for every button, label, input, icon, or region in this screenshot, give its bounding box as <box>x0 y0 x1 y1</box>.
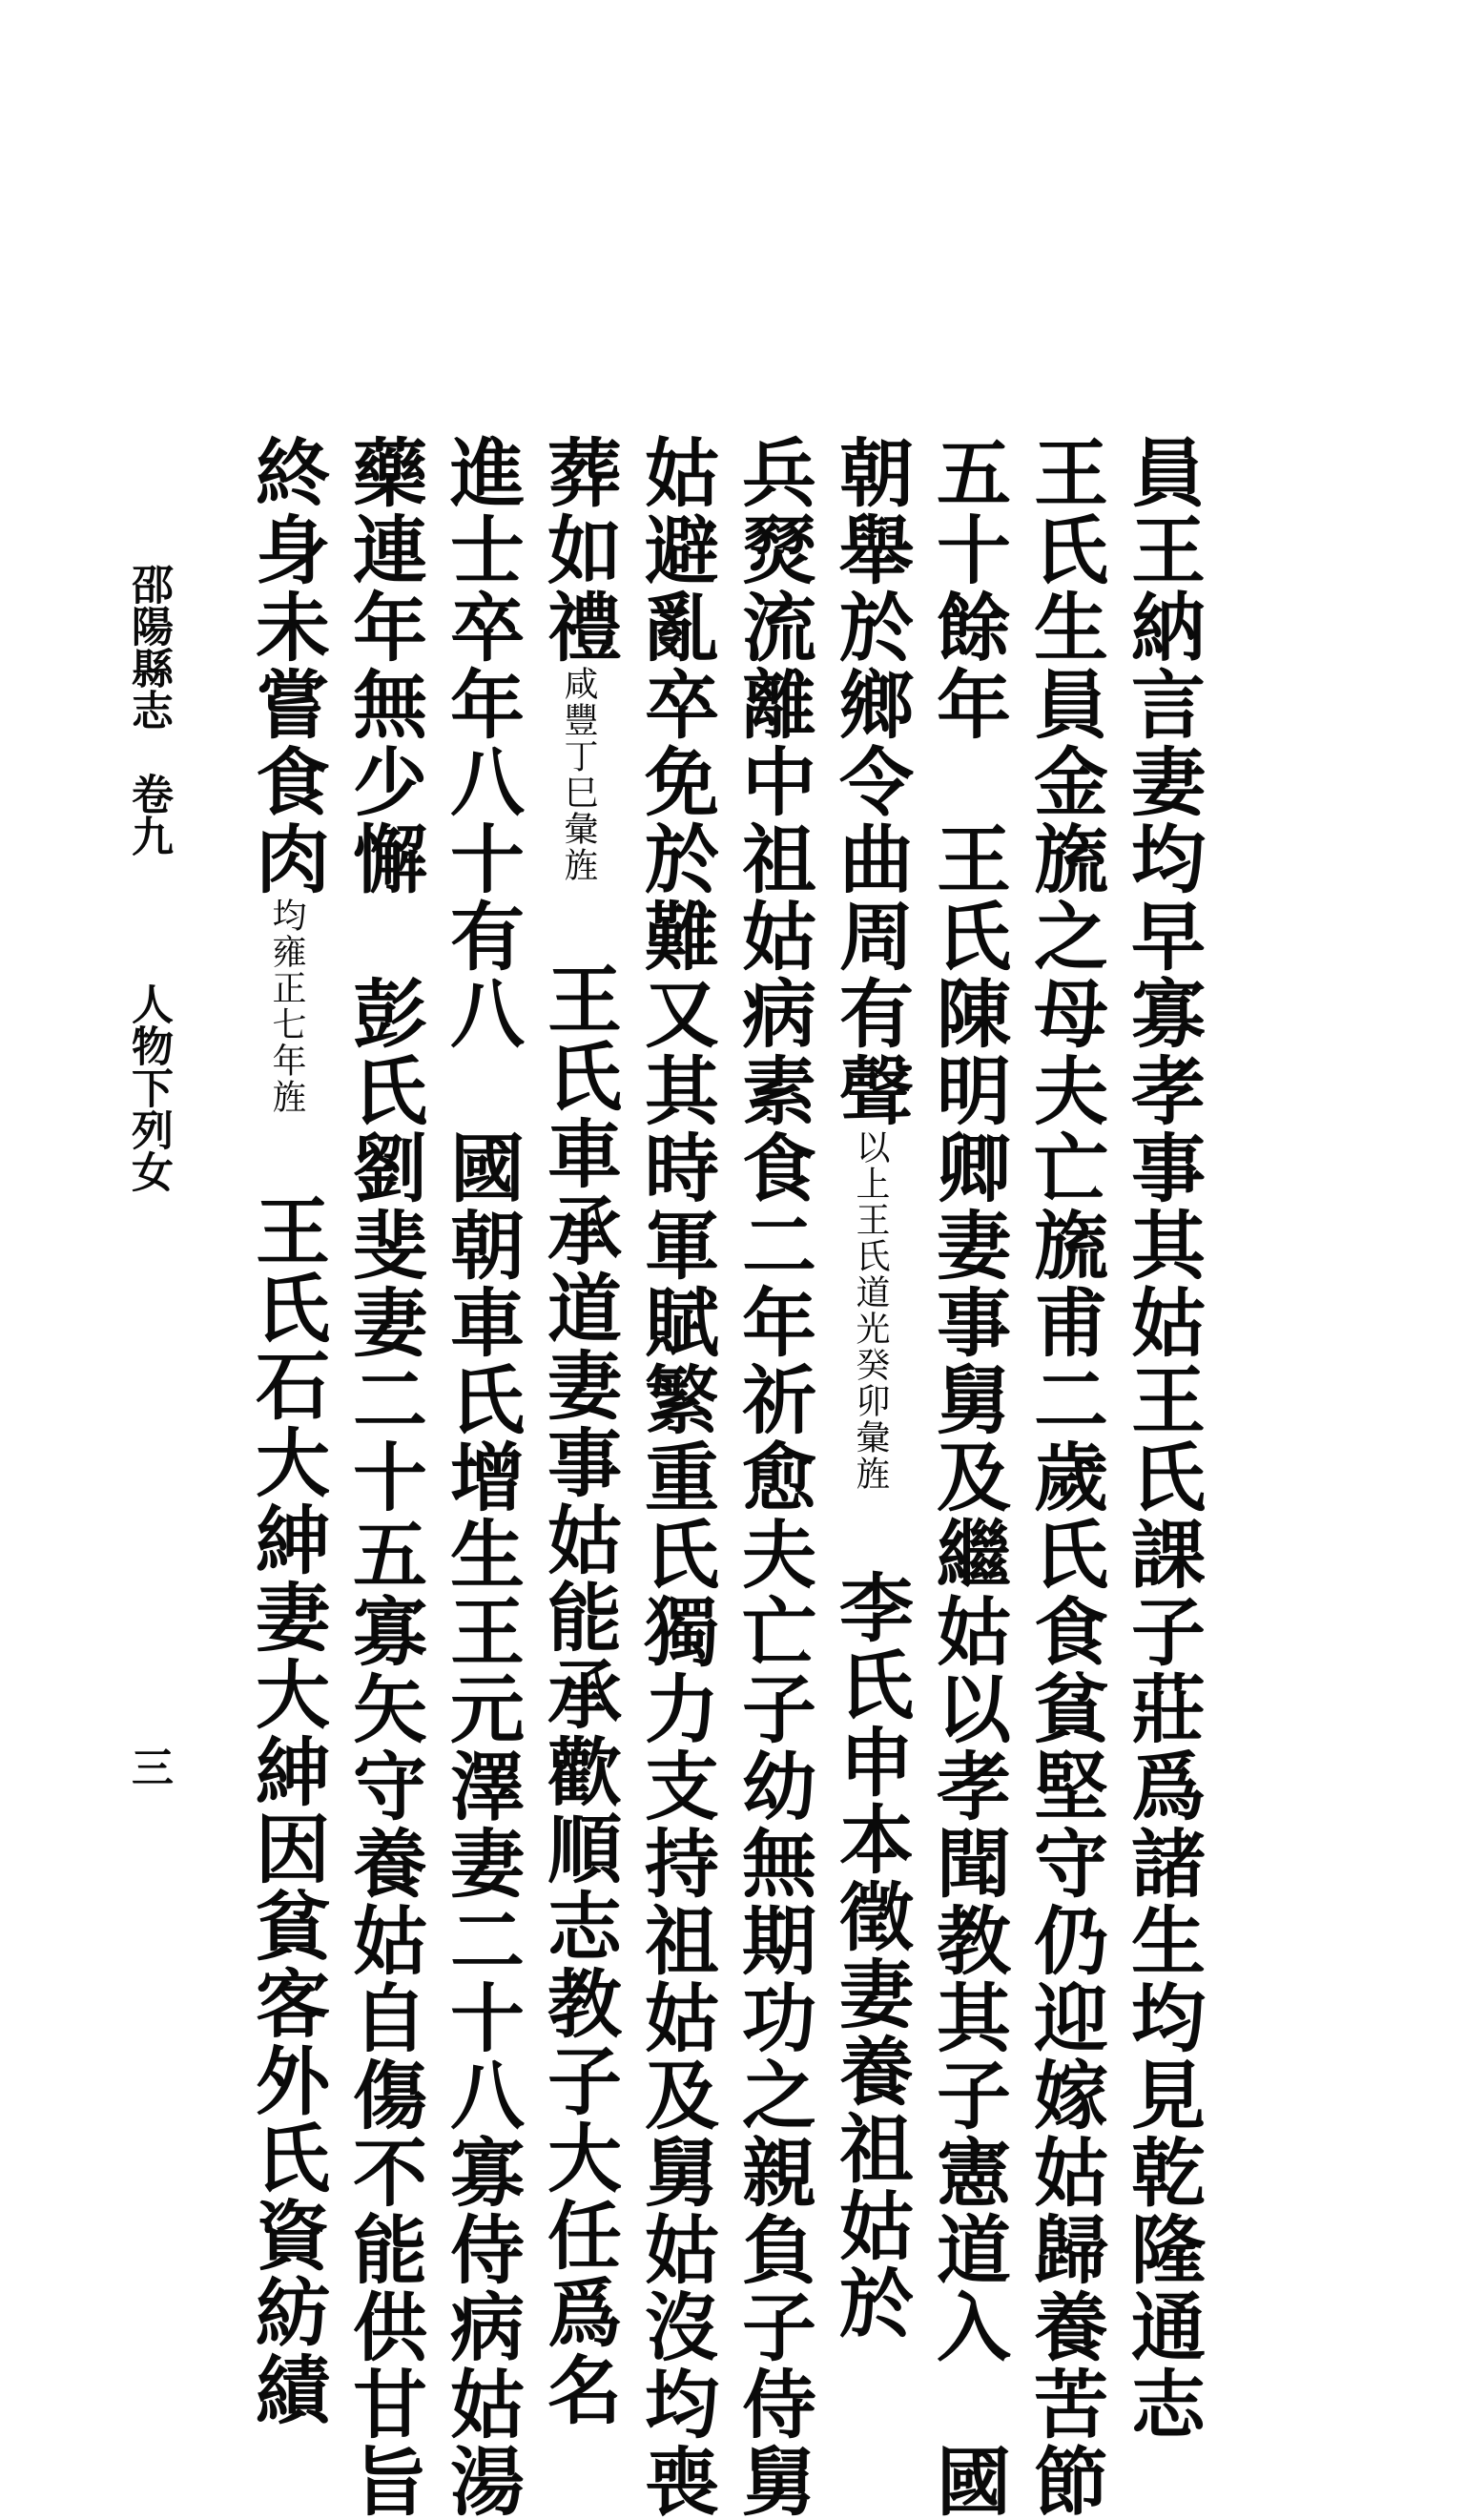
text-segment: 葬如禮 <box>535 434 622 666</box>
section-title: 人物下列女 <box>124 982 173 1192</box>
annotation-note: 以上王氏道光癸卯彙旌 <box>851 1129 890 1492</box>
text-column <box>435 434 526 2520</box>
text-segment: 藥連年無少懈 彭氏劉斐妻二十五寡矢守養姑自傷不能供甘旨 <box>340 434 427 2520</box>
text-segment: 員王納言妻均早寡孝事其姑王氏課子莊爲諸生均見乾隆通志 <box>1119 434 1206 2443</box>
text-column <box>1019 434 1110 2520</box>
text-segment: 王氏生員金旒之母夫亡旒甫二歲氏食貧堅守仍迎嫁姑歸養苦節 <box>1021 434 1108 2520</box>
text-column <box>338 434 429 2520</box>
text-column <box>921 434 1013 2520</box>
annotation-note: 咸豐丁巳彙旌 <box>559 666 598 883</box>
text-segment: 李氏申本徵妻養祖姑於 <box>827 1492 914 2342</box>
text-segment: 姑避亂卒免於難又其時軍賦繁重氏獨力支持祖姑及舅姑沒均喪 <box>632 434 719 2520</box>
text-column <box>629 434 721 2520</box>
text-segment: 朝舉於鄉令曲周有聲 <box>827 434 914 1129</box>
text-column <box>532 434 624 2428</box>
text-segment: 五十餘年 王氏陳明卿妻事舅及繼姑以孝聞教其子憲道入 國 <box>924 434 1011 2520</box>
page-number: 三 <box>124 1745 173 1787</box>
text-column <box>1116 434 1207 2443</box>
annotation-note: 均雍正七年旌 <box>267 898 306 1115</box>
text-column <box>240 434 332 2428</box>
text-column <box>727 434 818 2520</box>
page-title: 邵陽縣志 卷九 <box>124 563 173 857</box>
text-segment: 王氏石大紳妻大紳因貧客外氏資紡績 <box>243 1115 330 2428</box>
text-column <box>824 434 916 2342</box>
text-segment: 兵燹流離中祖姑病素食二年祈愈夫亡子幼無期功之親負子侍舅 <box>730 434 816 2520</box>
text-segment: 進士卒年八十有八 國朝車氏增生王元澤妻二十八寡侍病姑湯 <box>438 434 525 2520</box>
text-segment: 終身未嘗食肉 <box>243 434 330 898</box>
text-segment: 王氏車承道妻事姑能承歡順志教子大任爲名 <box>535 883 622 2428</box>
